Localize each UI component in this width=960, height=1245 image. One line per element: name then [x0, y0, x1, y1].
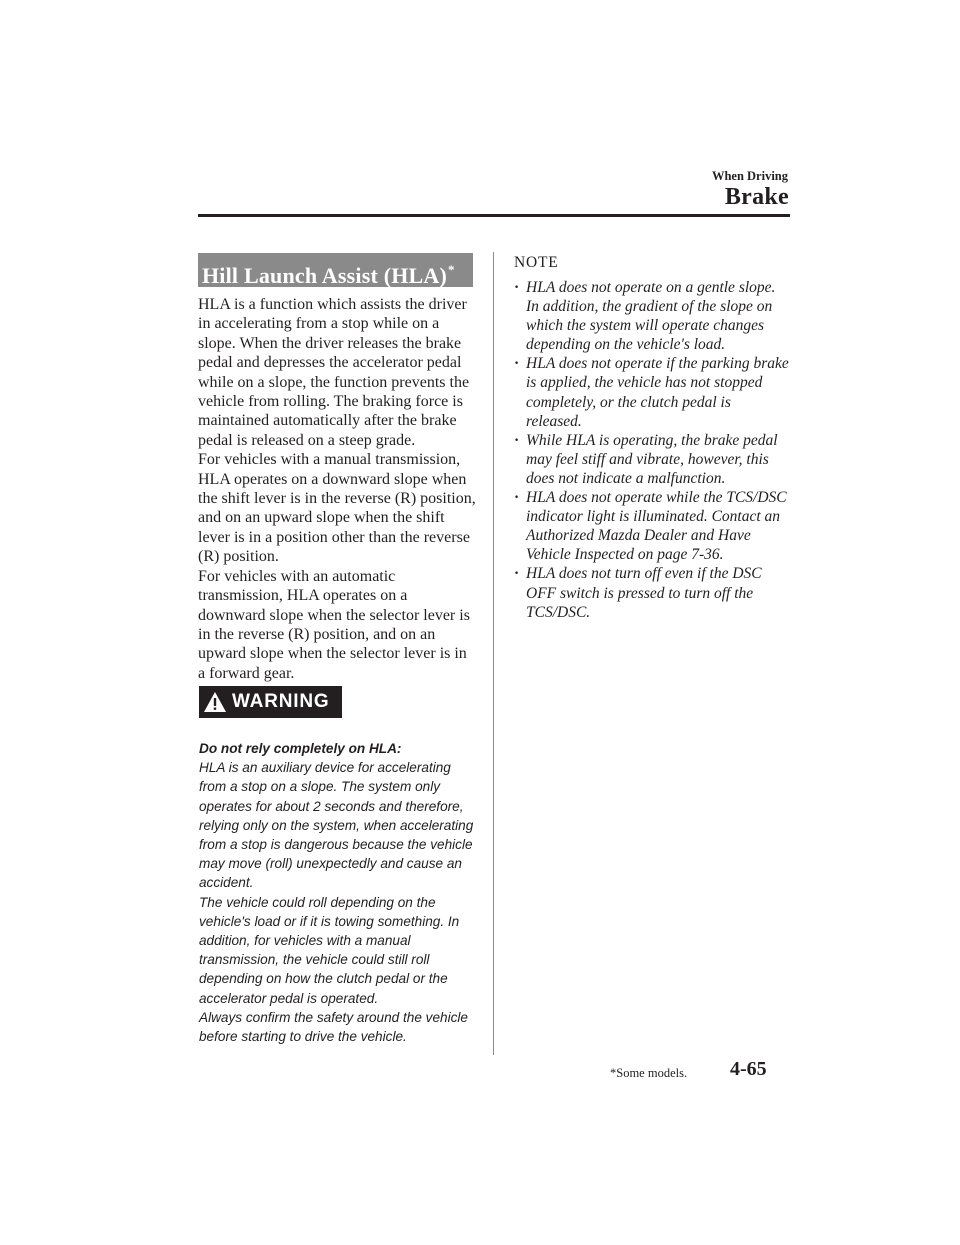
warning-label	[199, 686, 342, 718]
note-list	[514, 278, 790, 622]
body-paragraph: HLA is a function which assists the driver in accelerating from a stop while on a slope. When the driver releases the brake pedal and depresses the accelerator pedal while on a slope, the function prevents the vehicle from rolling. The braking force is maintained automatically after the brake pedal is released on a steep grade.	[198, 296, 470, 449]
note-item: · HLA does not operate if the parking brake is applied, the vehicle has not stopped completely, or the clutch pedal is released.	[514, 354, 790, 430]
warning-paragraph: Always confirm the safety around the vehicle before starting to drive the vehicle.	[199, 1009, 468, 1045]
section-heading-text: Hill Launch Assist (HLA)	[202, 263, 448, 288]
column-divider	[493, 252, 494, 1055]
note-item: · HLA does not operate on a gentle slope. In addition, the gradient of the slope on which the system will operate changes depending on the vehicle's load.	[514, 278, 790, 354]
note-item: · While HLA is operating, the brake pedal may feel stiff and vibrate, however, this does not indicate a malfunction.	[514, 431, 790, 488]
some-models-mark: *	[448, 262, 455, 277]
warning-label-text: WARNING	[232, 691, 330, 712]
right-column	[514, 254, 790, 622]
chapter-title: Brake	[724, 184, 789, 210]
section-label: When Driving	[711, 169, 788, 183]
warning-paragraph: The vehicle could roll depending on the vehicle's load or if it is towing something. In addition, for vehicles with a manual transmission, the vehicle could still roll depending on how the clutch pedal or the accelerator pedal is operated.	[199, 894, 460, 1006]
body-paragraph: For vehicles with a manual transmission, HLA operates on a downward slope when the shift lever is in the reverse (R) position, and on an upward slope when the shift lever is in a position other than the reverse (R) position.	[198, 451, 476, 566]
body-paragraph: For vehicles with an automatic transmission, HLA operates on a downward slope when the selector lever is in the reverse (R) position, and on an upward slope when the selector lever is in a forward gear.	[198, 567, 470, 682]
note-item: · HLA does not turn off even if the DSC OFF switch is pressed to turn off the TCS/DSC.	[514, 564, 790, 621]
warning-title: Do not rely completely on HLA:	[199, 741, 402, 756]
header-rule	[198, 214, 790, 217]
warning-paragraph: HLA is an auxiliary device for accelerating from a stop on a slope. The system only operates for about 2 seconds and therefore, relying only on the system, when accelerating from a stop is dangerous because the vehicle may move (roll) unexpectedly and cause an accident.	[199, 760, 474, 891]
note-item: · HLA does not operate while the TCS/DSC indicator light is illuminated. Contact an Authorized Mazda Dealer and Have Vehicle Inspected on page 7-36.	[514, 488, 790, 564]
left-column	[198, 253, 476, 683]
page-number: 4-65	[730, 1058, 767, 1080]
section-heading	[198, 253, 473, 287]
footer-note: *Some models.	[610, 1066, 688, 1080]
warning-triangle-icon	[203, 691, 227, 713]
note-label: NOTE	[514, 254, 559, 271]
warning-body	[199, 739, 481, 1046]
section-body	[198, 295, 476, 683]
